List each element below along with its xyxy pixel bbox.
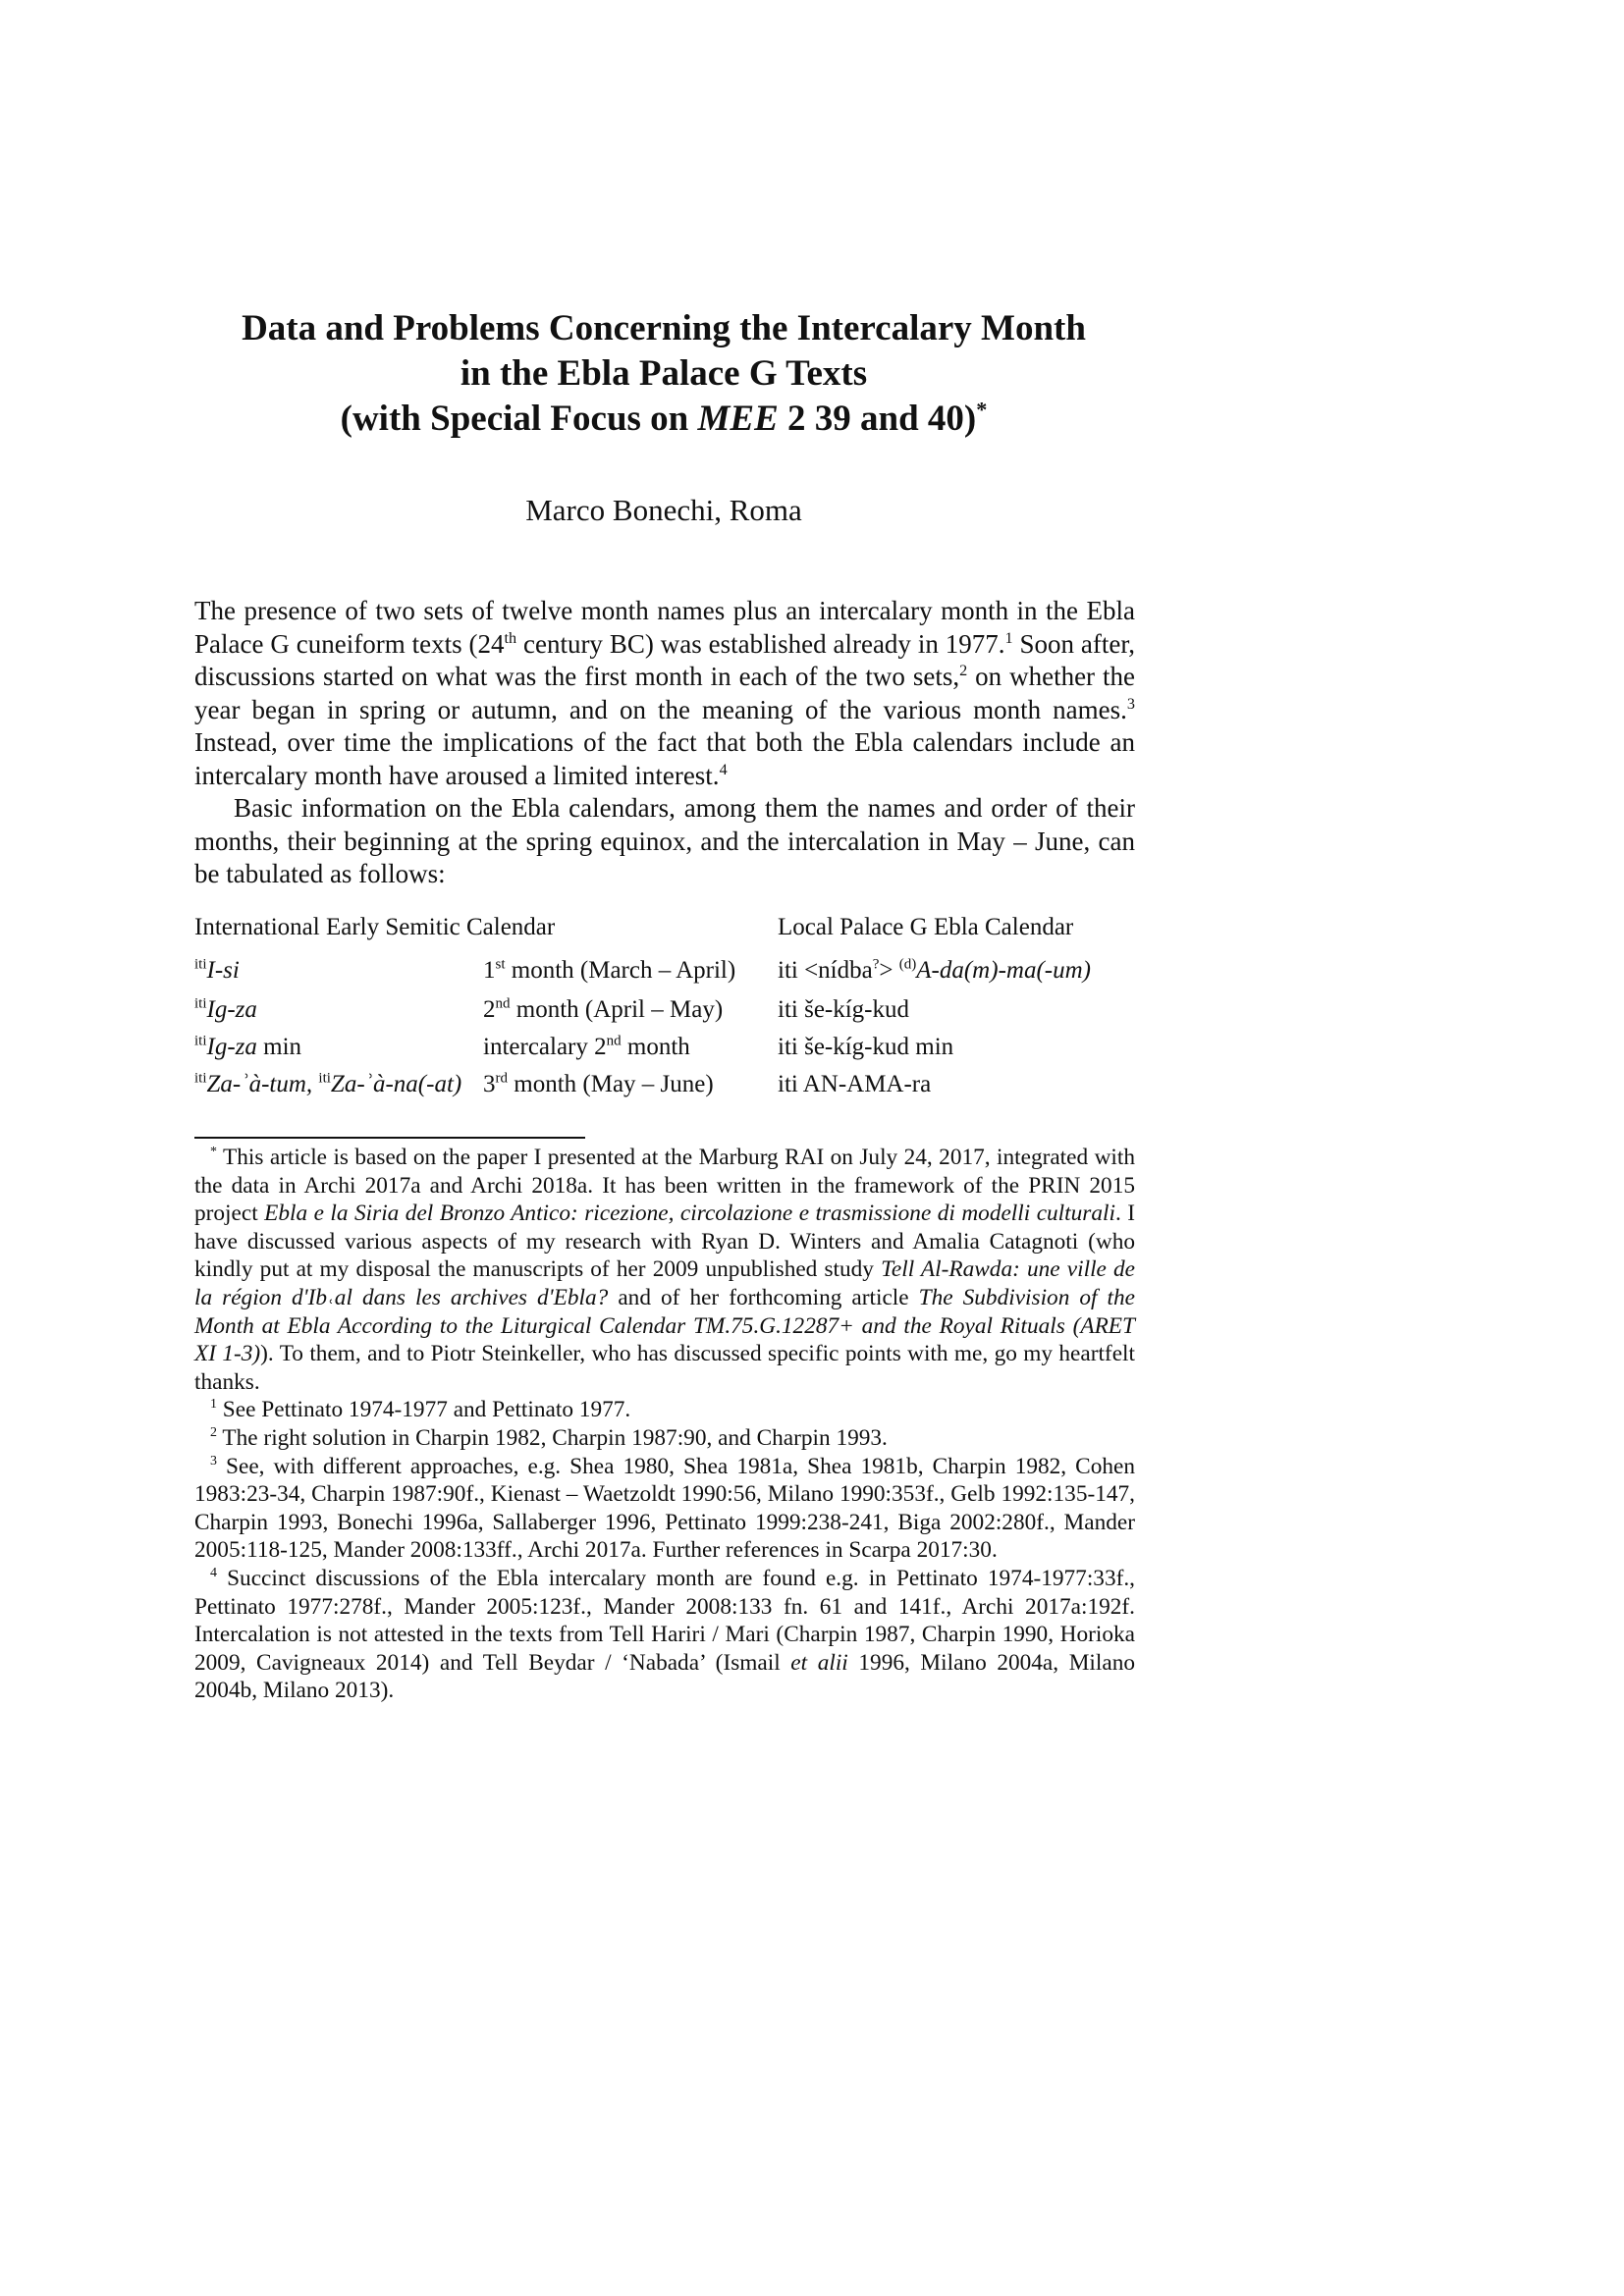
p1-text-b: century BC) was established already in 1977. — [516, 628, 1005, 659]
paragraph-2: Basic information on the Ebla calendars, among them the names and order of their months, their beginning at the spring equinox, and the intercalation in May – June, can be tabulated as follows: — [194, 793, 1135, 888]
calendar-header-left: International Early Semitic Calendar — [194, 914, 556, 940]
local-query: ? — [872, 956, 880, 973]
title-line-3-post: 2 39 and 40) — [778, 399, 977, 439]
month-range: month (May – June) — [508, 1071, 714, 1097]
fn-star-italic-f: The Subdivision of the Month at Ebla According to the Liturgical Calendar TM.75.G.12287+ and the Royal Rituals (ARET XI 1-3) — [194, 1284, 1135, 1367]
intl-month-name — [194, 1066, 461, 1103]
local-determinative: (d) — [898, 956, 917, 973]
determinative: iti — [194, 1033, 207, 1049]
month-number: 2 — [483, 996, 496, 1023]
month-name-italic: Za-ʾà-tum, — [206, 1071, 313, 1097]
calendar-header-row — [194, 909, 1135, 952]
month-range: month (April – May) — [510, 996, 724, 1023]
footnote-2-text: The right solution in Charpin 1982, Charpin 1987:90, and Charpin 1993. — [216, 1424, 888, 1451]
month-name-italic: Ig-za — [206, 996, 257, 1023]
month-position — [483, 1029, 690, 1066]
paragraph-1 — [194, 595, 1135, 792]
fn4-text-a: Succinct discussions of the Ebla intercalary month are found e.g. in Pettinato 1974-1977:33f., Pettinato 1977:278f., Mander 2005:123f., Mander 2008:133 fn. 61 and 141f., Archi 2017a:192f. Intercalation is not attested in the texts from Tell Hariri / Mari (Charpin 1987, Charpin 1990, Horioka 2009, Cavigneaux 2014) and Tell Beydar / ‘Nabada’ (Ismail — [194, 1565, 1135, 1676]
local-pre: iti še-kíg-kud min — [778, 1034, 954, 1060]
footnote-2-marker: 2 — [210, 1425, 217, 1441]
local-pre: iti še-kíg-kud — [778, 996, 910, 1023]
determinative: iti — [194, 1070, 207, 1087]
title-footnote-marker[interactable]: * — [976, 397, 988, 422]
local-pre: iti AN-AMA-ra — [778, 1071, 932, 1097]
footnote-3 — [194, 1453, 1135, 1565]
title-line-3 — [0, 397, 1327, 442]
footnote-star — [194, 1144, 1135, 1396]
ordinal-suffix: nd — [606, 1033, 622, 1049]
fn-star-text-c: . I have discussed various aspects of my research with Ryan D. Winters and Amalia Catagnoti (who kindly put at my disposal the manuscripts of her 2009 unpublished study — [194, 1201, 1135, 1283]
calendar-row — [194, 1029, 1135, 1066]
ordinal-suffix: st — [495, 956, 506, 973]
fn-star-text-g: ). To them, and to Piotr Steinkeller, who has discussed specific points with me, go my heartfelt thanks. — [194, 1341, 1135, 1395]
month-name-italic: I-si — [206, 957, 240, 984]
month-name-suffix: min — [256, 1034, 302, 1060]
local-month-name — [778, 1066, 931, 1103]
determinative-2: iti — [318, 1070, 331, 1087]
footnote-separator — [194, 1137, 585, 1139]
month-number: intercalary 2 — [483, 1034, 607, 1060]
local-pre: iti <nídba — [778, 957, 873, 984]
fn-star-italic-b: Ebla e la Siria del Bronzo Antico: ricezione, circolazione e trasmissione di modelli culturali — [264, 1201, 1115, 1227]
determinative: iti — [194, 956, 207, 973]
footnote-ref-2[interactable]: 2 — [959, 662, 968, 679]
calendar-row — [194, 952, 1135, 991]
title-line-3-italic: MEE — [697, 399, 779, 439]
p1-text-a: The presence of two sets of twelve month names plus an intercalary month in the Ebla Palace G cuneiform texts (24 — [194, 596, 1135, 659]
fn4-text-c: 1996, Milano 2004a, Milano 2004b, Milano 2013). — [194, 1649, 1135, 1704]
intl-month-name — [194, 952, 240, 989]
p1-text-c: Soon after, discussions started on what was the first month in each of the two sets, — [194, 628, 1136, 691]
fn-star-text-a: This article is based on the paper I presented at the Marburg RAI on July 24, 2017, integrated with the data in Archi 2017a and Archi 2018a. It has been written in the framework of the PRIN 2015 project — [194, 1145, 1135, 1227]
month-range: month — [621, 1034, 690, 1060]
footnote-star-marker: * — [210, 1145, 217, 1160]
title-line-3-pre: (with Special Focus on — [340, 399, 698, 439]
local-italic: A-da(m)-ma(-um) — [916, 957, 1091, 984]
local-month-name — [778, 952, 1091, 989]
footnote-ref-3[interactable]: 3 — [1126, 694, 1135, 713]
footnote-ref-4[interactable]: 4 — [719, 760, 728, 778]
author-line: Marco Bonechi, Roma — [525, 493, 802, 527]
month-position — [483, 952, 735, 989]
local-month-name — [778, 991, 909, 1029]
footnote-1-marker: 1 — [210, 1397, 217, 1413]
fn-star-text-e: and of her forthcoming article — [608, 1284, 919, 1310]
month-number: 1 — [483, 957, 496, 984]
fn-star-italic-d: Tell Al-Rawda: une ville de la région d'Ib˓al dans les archives d'Ebla? — [194, 1256, 1136, 1310]
month-number: 3 — [483, 1071, 496, 1097]
p1-sup-th: th — [504, 628, 517, 647]
footnote-2 — [194, 1424, 1135, 1453]
calendar-row — [194, 991, 1135, 1029]
body-text — [194, 595, 1135, 891]
calendar-rows — [194, 952, 1135, 1103]
title-line-1: Data and Problems Concerning the Intercalary Month — [242, 308, 1086, 348]
determinative: iti — [194, 995, 207, 1012]
month-name-2-italic: Za-ʾà-na(-at) — [330, 1071, 462, 1097]
ordinal-suffix: rd — [495, 1070, 508, 1087]
calendar-header-right: Local Palace G Ebla Calendar — [778, 914, 1074, 940]
footnote-1 — [194, 1396, 1135, 1424]
fn4-italic-b: et alii — [790, 1649, 848, 1676]
title-line-2: in the Ebla Palace G Texts — [460, 353, 868, 394]
calendar-row — [194, 1066, 1135, 1103]
intl-month-name — [194, 1029, 301, 1066]
footnote-4 — [194, 1565, 1135, 1705]
month-range: month (March – April) — [505, 957, 736, 984]
calendar-table — [194, 909, 1135, 1103]
intl-month-name — [194, 991, 257, 1029]
month-name-italic: Ig-za — [206, 1034, 257, 1060]
footnote-1-text: See Pettinato 1974-1977 and Pettinato 1977. — [216, 1397, 631, 1423]
p1-text-e: Instead, over time the implications of the fact that both the Ebla calendars include an intercalary month have aroused a limited interest. — [194, 727, 1135, 790]
ordinal-suffix: nd — [495, 995, 511, 1012]
footnote-3-marker: 3 — [210, 1453, 217, 1468]
footnotes — [194, 1144, 1135, 1705]
footnote-3-text: See, with different approaches, e.g. Shea 1980, Shea 1981a, Shea 1981b, Charpin 1982, Cohen 1983:23-34, Charpin 1987:90f., Kienast – Waetzoldt 1990:56, Milano 1990:353f., Gelb 1992:135-147, Charpin 1993, Bonechi 1996a, Sallaberger 1996, Pettinato 1999:238-241, Biga 2002:280f., Mander 2005:118-125, Mander 2008:133ff., Archi 2017a. Further references in Scarpa 2017:30. — [194, 1453, 1135, 1564]
local-mid: > — [879, 957, 899, 984]
month-position — [483, 991, 723, 1029]
local-month-name — [778, 1029, 953, 1066]
p1-text-d: on whether the year began in spring or autumn, and on the meaning of the various month names. — [194, 662, 1135, 724]
article-title — [0, 306, 1327, 442]
footnote-ref-1[interactable]: 1 — [1004, 628, 1013, 647]
month-position — [483, 1066, 714, 1103]
footnote-4-marker: 4 — [210, 1566, 217, 1581]
